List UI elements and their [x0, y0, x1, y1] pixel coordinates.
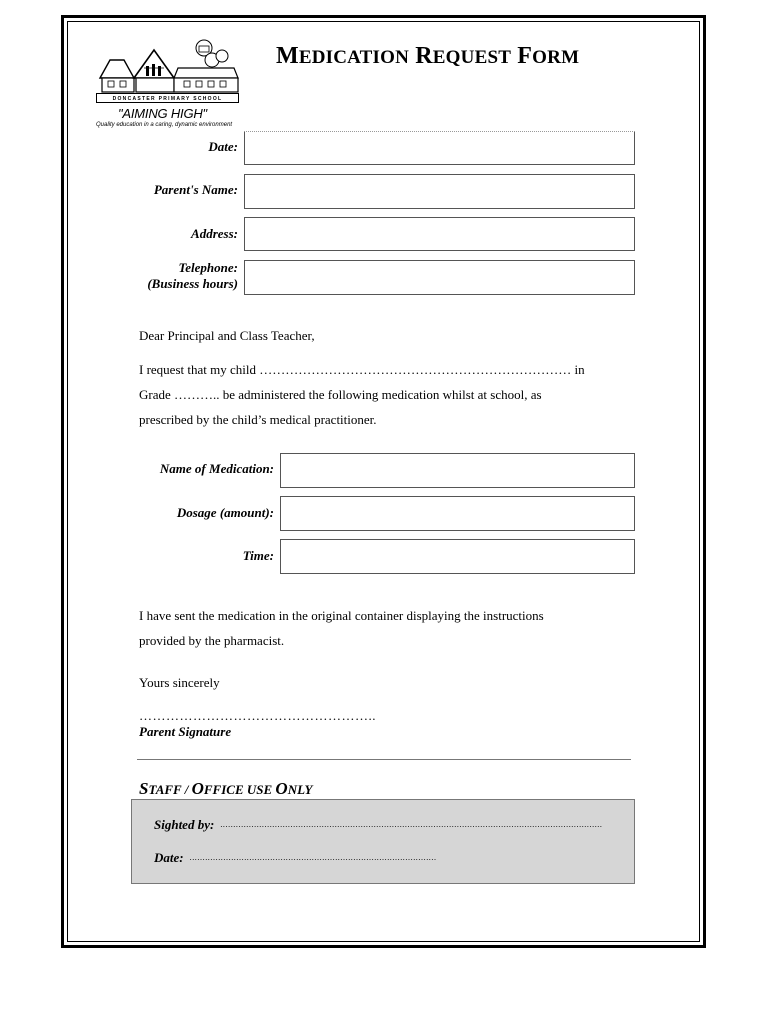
- closing-line-1: I have sent the medication in the original container displaying the instructions: [139, 608, 544, 623]
- dosage-field[interactable]: [280, 496, 635, 531]
- sighted-by-row: [154, 817, 603, 833]
- sighted-by-line[interactable]: ...................................................................................................................................................: [220, 820, 603, 829]
- staff-date-row: [154, 850, 437, 866]
- closing-line-2: provided by the pharmacist.: [139, 633, 285, 648]
- parent-name-field[interactable]: [244, 174, 635, 209]
- staff-date-label: Date:: [154, 850, 184, 865]
- telephone-label-text: Telephone:: [178, 260, 238, 275]
- signature-label: Parent Signature: [139, 724, 232, 739]
- staff-use-box: [131, 799, 635, 884]
- date-field[interactable]: [244, 131, 635, 165]
- sighted-by-label: Sighted by:: [154, 817, 215, 832]
- date-label: Date:: [208, 139, 238, 154]
- telephone-field[interactable]: [244, 260, 635, 295]
- signature-line[interactable]: ……………………………………………..: [139, 708, 376, 723]
- time-field[interactable]: [280, 539, 635, 574]
- section-divider: [137, 759, 631, 760]
- date-field-top-divider: [244, 131, 635, 133]
- medication-name-field[interactable]: [280, 453, 635, 488]
- parent-name-label: Parent's Name:: [153, 182, 238, 197]
- school-name-banner: DONCASTER PRIMARY SCHOOL: [96, 93, 239, 103]
- school-building-icon: [94, 38, 244, 98]
- address-field[interactable]: [244, 217, 635, 251]
- letter-line-3: prescribed by the child’s medical practitioner.: [139, 412, 377, 427]
- time-label: Time:: [242, 548, 274, 563]
- telephone-sub-label: (Business hours): [147, 276, 238, 291]
- school-logo: [94, 38, 244, 134]
- telephone-label: [147, 260, 238, 292]
- medication-name-label: Name of Medication:: [159, 461, 274, 476]
- staff-date-line[interactable]: ...............................................................................................: [189, 853, 437, 862]
- letter-line-1: I request that my child ……………………………………………………………… in: [139, 362, 585, 377]
- school-tagline: Quality education in a caring, dynamic environment: [96, 122, 233, 128]
- salutation: Dear Principal and Class Teacher,: [139, 328, 315, 343]
- address-label: Address:: [191, 226, 238, 241]
- sign-off: Yours sincerely: [139, 675, 220, 690]
- dosage-label: Dosage (amount):: [176, 505, 274, 520]
- letter-line-2: Grade ……….. be administered the following medication whilst at school, as: [139, 387, 542, 402]
- page-title: MEDICATION REQUEST FORM: [276, 43, 580, 69]
- staff-section-title: STAFF / OFFICE USE ONLY: [139, 779, 313, 798]
- school-motto: "AIMING HIGH": [118, 106, 207, 121]
